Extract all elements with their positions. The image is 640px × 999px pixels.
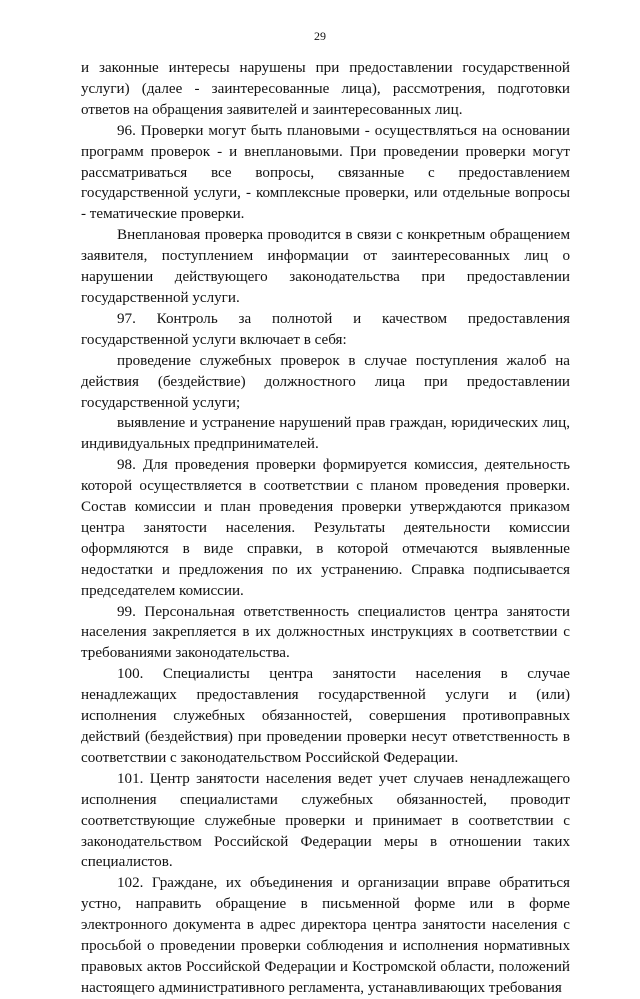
page-number: 29 [314,29,326,43]
paragraph-97-item-2: выявление и устранение нарушений прав граждан, юридических лиц, индивидуальных предпринимателей. [81,415,570,453]
paragraph-100: 100. Специалисты центра занятости населения в случае ненадлежащих предоставления государственной услуги и (или) исполнения служебных обязанностей, совершения противоправных действий (бездействия) при проведении проверки несут ответственность в соответствии с законодательством Российской Федерации. [81,666,570,766]
paragraph-102: 102. Граждане, их объединения и организации вправе обратиться устно, направить обращение в письменной форме или в форме электронного документа в адрес директора центра занятости населения с просьбой о проведении проверки соблюдения и исполнения нормативных правовых актов Российской Федерации и Костромской области, положений настоящего административного регламента, устанавливающих требования [81,875,570,996]
paragraph-101: 101. Центр занятости населения ведет учет случаев ненадлежащего исполнения специалистами служебных обязанностей, проводит соответствующие служебные проверки и принимает в соответствии с законодательством Российской Федерации меры в отношении таких специалистов. [81,770,570,871]
paragraph-97: 97. Контроль за полнотой и качеством предоставления государственной услуги включает в себя: [81,310,570,348]
paragraph-98: 98. Для проведения проверки формируется комиссия, деятельность которой осуществляется в соответствии с планом проведения проверки. Состав комиссии и план проведения проверки утверждаются приказом центра занятости населения. Результаты деятельности комиссии оформляются в виде справки, в которой отмечаются выявленные недостатки и предложения по их устранению. Справка подписывается председателем комиссии. [81,457,570,599]
paragraph-96: 96. Проверки могут быть плановыми - осуществляться на основании программ проверок - и внеплановыми. При проведении проверки могут рассматриваться все вопросы, связанные с предоставлением государственной услуги, - комплексные проверки, или отдельные вопросы - тематические проверки. [81,122,570,223]
paragraph-continuation: и законные интересы нарушены при предоставлении государственной услуги) (далее - заинтересованные лица), рассмотрения, подготовки ответов на обращения заявителей и заинтересованных лиц. [81,60,570,118]
paragraph-unscheduled-inspection: Внеплановая проверка проводится в связи с конкретным обращением заявителя, поступлением информации от заинтересованных лиц о нарушении действующего законодательства при предоставлении государственной услуги. [81,227,570,306]
paragraph-97-item-1: проведение служебных проверок в случае поступления жалоб на действия (бездействие) должностного лица при предоставлении государственной услуги; [81,352,570,411]
document-body [81,58,570,999]
paragraph-99: 99. Персональная ответственность специалистов центра занятости населения закрепляется в их должностных инструкциях в соответствии с требованиями законодательства. [81,603,570,662]
